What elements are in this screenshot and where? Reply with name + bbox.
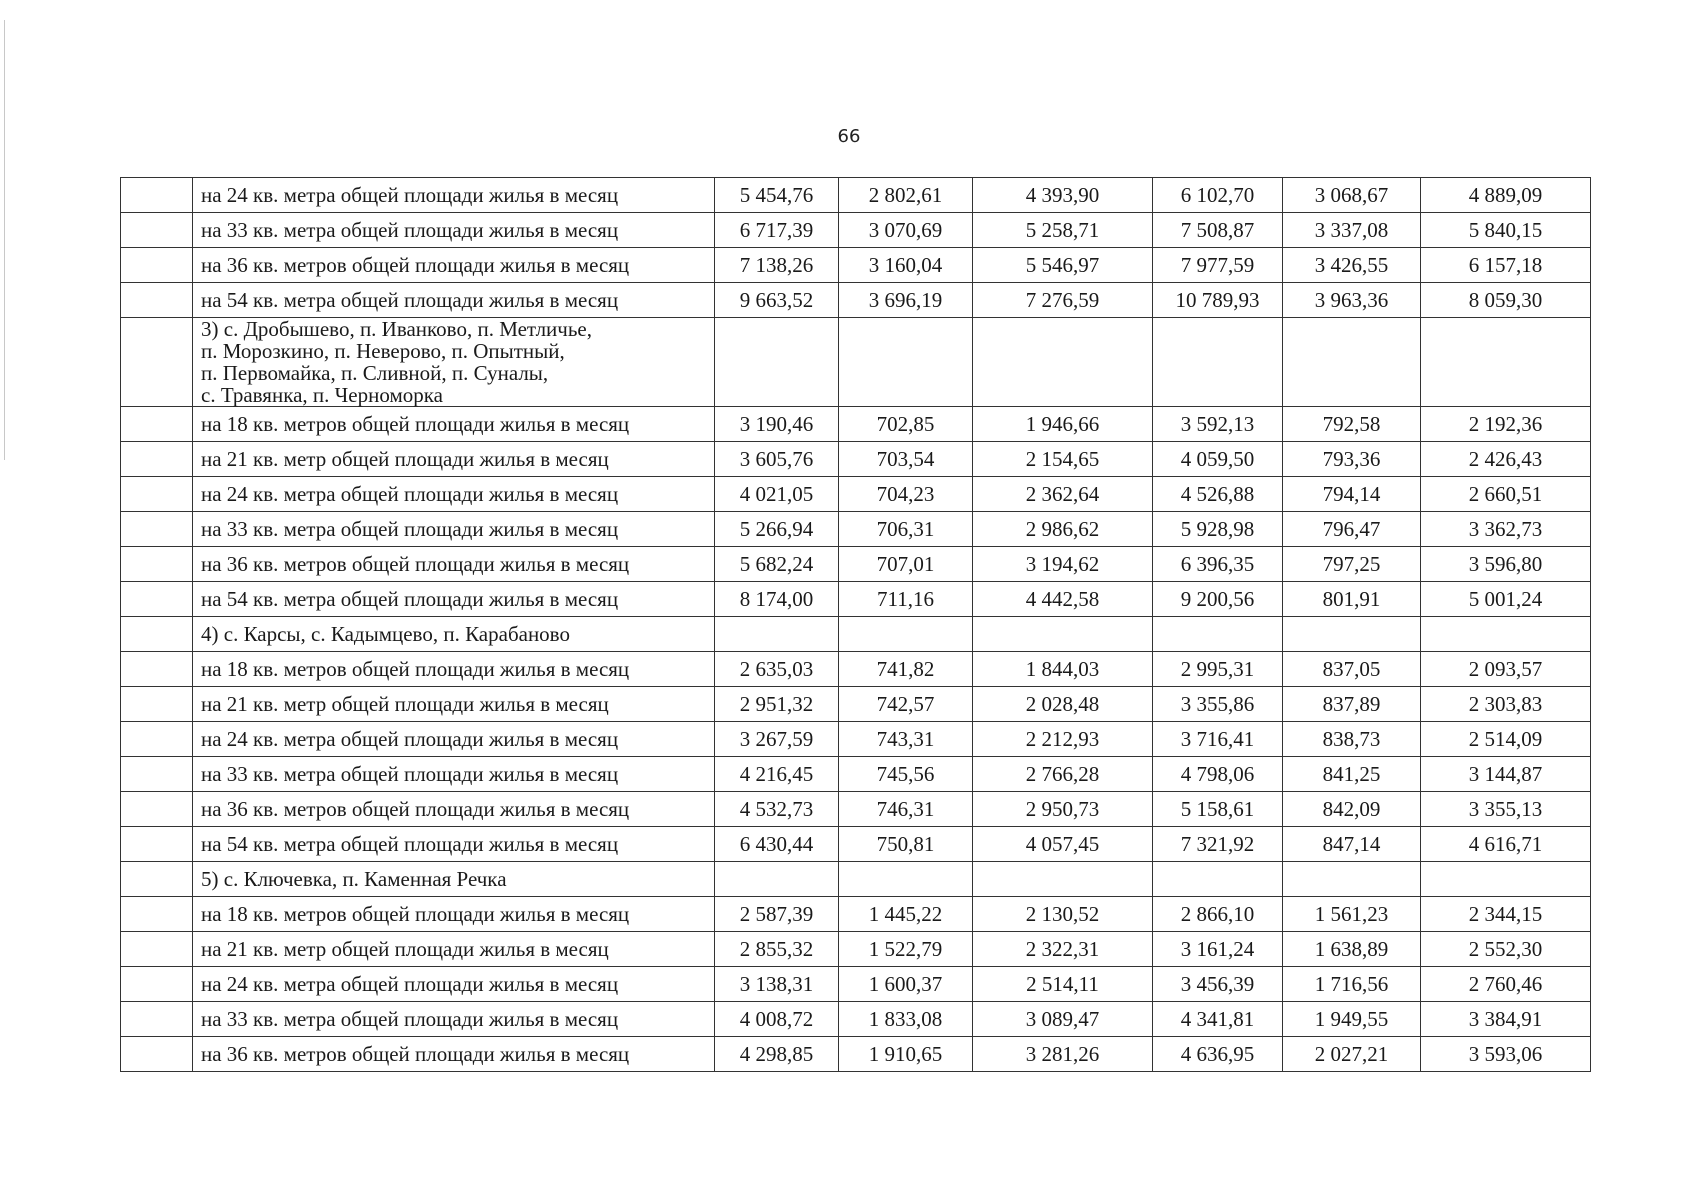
scan-margin-line	[4, 20, 5, 460]
value-cell: 4 526,88	[1153, 477, 1283, 512]
empty-cell	[715, 617, 839, 652]
value-cell: 3 963,36	[1283, 283, 1421, 318]
value-cell: 742,57	[839, 687, 973, 722]
index-cell	[121, 722, 193, 757]
value-cell: 2 303,83	[1421, 687, 1591, 722]
index-cell	[121, 862, 193, 897]
value-cell: 3 337,08	[1283, 213, 1421, 248]
row-label: на 33 кв. метра общей площади жилья в месяц	[193, 213, 715, 248]
group-header-row	[121, 862, 1591, 897]
index-cell	[121, 213, 193, 248]
value-cell: 4 616,71	[1421, 827, 1591, 862]
value-cell: 2 802,61	[839, 178, 973, 213]
value-cell: 8 059,30	[1421, 283, 1591, 318]
value-cell: 3 362,73	[1421, 512, 1591, 547]
group-label-line: п. Первомайка, п. Сливной, п. Суналы,	[201, 361, 549, 385]
value-cell: 4 298,85	[715, 1037, 839, 1072]
row-label: на 18 кв. метров общей площади жилья в месяц	[193, 897, 715, 932]
value-cell: 2 766,28	[973, 757, 1153, 792]
value-cell: 4 532,73	[715, 792, 839, 827]
value-cell: 3 070,69	[839, 213, 973, 248]
value-cell: 2 027,21	[1283, 1037, 1421, 1072]
value-cell: 3 190,46	[715, 407, 839, 442]
row-label: на 18 кв. метров общей площади жилья в месяц	[193, 652, 715, 687]
value-cell: 5 454,76	[715, 178, 839, 213]
value-cell: 3 592,13	[1153, 407, 1283, 442]
value-cell: 2 362,64	[973, 477, 1153, 512]
row-label: на 24 кв. метра общей площади жилья в месяц	[193, 178, 715, 213]
value-cell: 2 514,09	[1421, 722, 1591, 757]
value-cell: 3 355,13	[1421, 792, 1591, 827]
value-cell: 838,73	[1283, 722, 1421, 757]
empty-cell	[1421, 617, 1591, 652]
value-cell: 1 910,65	[839, 1037, 973, 1072]
value-cell: 1 844,03	[973, 652, 1153, 687]
value-cell: 706,31	[839, 512, 973, 547]
value-cell: 3 696,19	[839, 283, 973, 318]
value-cell: 4 008,72	[715, 1002, 839, 1037]
group-label-cell	[193, 318, 715, 407]
value-cell: 6 396,35	[1153, 547, 1283, 582]
empty-cell	[839, 617, 973, 652]
index-cell	[121, 792, 193, 827]
table-row	[121, 897, 1591, 932]
empty-cell	[1283, 617, 1421, 652]
value-cell: 2 951,32	[715, 687, 839, 722]
value-cell: 5 546,97	[973, 248, 1153, 283]
group-label-line: п. Морозкино, п. Неверово, п. Опытный,	[201, 339, 565, 363]
index-cell	[121, 932, 193, 967]
empty-cell	[1283, 318, 1421, 407]
value-cell: 2 986,62	[973, 512, 1153, 547]
index-cell	[121, 582, 193, 617]
table-row	[121, 248, 1591, 283]
row-label: на 36 кв. метров общей площади жилья в месяц	[193, 248, 715, 283]
value-cell: 3 281,26	[973, 1037, 1153, 1072]
table-row	[121, 582, 1591, 617]
value-cell: 7 977,59	[1153, 248, 1283, 283]
value-cell: 3 605,76	[715, 442, 839, 477]
value-cell: 702,85	[839, 407, 973, 442]
row-label: на 54 кв. метра общей площади жилья в месяц	[193, 827, 715, 862]
value-cell: 837,89	[1283, 687, 1421, 722]
row-label: на 36 кв. метров общей площади жилья в месяц	[193, 547, 715, 582]
value-cell: 3 456,39	[1153, 967, 1283, 1002]
cost-table	[120, 177, 1591, 1072]
value-cell: 796,47	[1283, 512, 1421, 547]
value-cell: 9 200,56	[1153, 582, 1283, 617]
page-number: 66	[837, 126, 861, 147]
value-cell: 5 928,98	[1153, 512, 1283, 547]
value-cell: 2 154,65	[973, 442, 1153, 477]
empty-cell	[839, 862, 973, 897]
empty-cell	[1153, 617, 1283, 652]
value-cell: 1 600,37	[839, 967, 973, 1002]
value-cell: 5 266,94	[715, 512, 839, 547]
index-cell	[121, 827, 193, 862]
value-cell: 3 355,86	[1153, 687, 1283, 722]
value-cell: 4 341,81	[1153, 1002, 1283, 1037]
value-cell: 2 322,31	[973, 932, 1153, 967]
empty-cell	[973, 318, 1153, 407]
value-cell: 750,81	[839, 827, 973, 862]
table-body	[121, 178, 1591, 1072]
table-row	[121, 757, 1591, 792]
empty-cell	[1283, 862, 1421, 897]
group-label-line: с. Травянка, п. Черноморка	[201, 383, 443, 407]
value-cell: 1 946,66	[973, 407, 1153, 442]
empty-cell	[715, 862, 839, 897]
value-cell: 792,58	[1283, 407, 1421, 442]
value-cell: 797,25	[1283, 547, 1421, 582]
value-cell: 3 161,24	[1153, 932, 1283, 967]
value-cell: 2 950,73	[973, 792, 1153, 827]
index-cell	[121, 1037, 193, 1072]
value-cell: 4 442,58	[973, 582, 1153, 617]
row-label: на 33 кв. метра общей площади жилья в месяц	[193, 512, 715, 547]
value-cell: 4 889,09	[1421, 178, 1591, 213]
value-cell: 6 102,70	[1153, 178, 1283, 213]
table-row	[121, 178, 1591, 213]
value-cell: 4 216,45	[715, 757, 839, 792]
value-cell: 2 192,36	[1421, 407, 1591, 442]
value-cell: 8 174,00	[715, 582, 839, 617]
value-cell: 2 212,93	[973, 722, 1153, 757]
value-cell: 1 716,56	[1283, 967, 1421, 1002]
value-cell: 793,36	[1283, 442, 1421, 477]
value-cell: 2 028,48	[973, 687, 1153, 722]
index-cell	[121, 897, 193, 932]
value-cell: 2 344,15	[1421, 897, 1591, 932]
value-cell: 3 596,80	[1421, 547, 1591, 582]
index-cell	[121, 248, 193, 283]
value-cell: 711,16	[839, 582, 973, 617]
value-cell: 741,82	[839, 652, 973, 687]
value-cell: 5 258,71	[973, 213, 1153, 248]
value-cell: 4 021,05	[715, 477, 839, 512]
group-label-line: 3) с. Дробышево, п. Иванково, п. Метличье,	[201, 317, 592, 341]
row-label: на 21 кв. метр общей площади жилья в месяц	[193, 687, 715, 722]
row-label: на 21 кв. метр общей площади жилья в месяц	[193, 442, 715, 477]
value-cell: 3 144,87	[1421, 757, 1591, 792]
empty-cell	[715, 318, 839, 407]
group-label-cell	[193, 862, 715, 897]
index-cell	[121, 652, 193, 687]
row-label: на 36 кв. метров общей площади жилья в месяц	[193, 1037, 715, 1072]
row-label: на 36 кв. метров общей площади жилья в месяц	[193, 792, 715, 827]
value-cell: 2 760,46	[1421, 967, 1591, 1002]
row-label: на 24 кв. метра общей площади жилья в месяц	[193, 722, 715, 757]
group-header-row	[121, 318, 1591, 407]
value-cell: 2 855,32	[715, 932, 839, 967]
value-cell: 2 660,51	[1421, 477, 1591, 512]
row-label: на 18 кв. метров общей площади жилья в месяц	[193, 407, 715, 442]
value-cell: 841,25	[1283, 757, 1421, 792]
value-cell: 5 682,24	[715, 547, 839, 582]
value-cell: 5 001,24	[1421, 582, 1591, 617]
table-row	[121, 477, 1591, 512]
value-cell: 3 068,67	[1283, 178, 1421, 213]
value-cell: 2 130,52	[973, 897, 1153, 932]
index-cell	[121, 757, 193, 792]
value-cell: 3 384,91	[1421, 1002, 1591, 1037]
table-row	[121, 652, 1591, 687]
index-cell	[121, 512, 193, 547]
value-cell: 1 638,89	[1283, 932, 1421, 967]
index-cell	[121, 687, 193, 722]
value-cell: 3 138,31	[715, 967, 839, 1002]
row-label: на 33 кв. метра общей площади жилья в месяц	[193, 757, 715, 792]
value-cell: 3 593,06	[1421, 1037, 1591, 1072]
index-cell	[121, 442, 193, 477]
value-cell: 7 508,87	[1153, 213, 1283, 248]
group-header-row	[121, 617, 1591, 652]
index-cell	[121, 617, 193, 652]
group-label-line: 4) с. Карсы, с. Кадымцево, п. Карабаново	[201, 622, 570, 646]
empty-cell	[1153, 318, 1283, 407]
value-cell: 2 635,03	[715, 652, 839, 687]
table-row	[121, 283, 1591, 318]
index-cell	[121, 407, 193, 442]
table-row	[121, 213, 1591, 248]
value-cell: 746,31	[839, 792, 973, 827]
value-cell: 745,56	[839, 757, 973, 792]
table-row	[121, 512, 1591, 547]
value-cell: 7 276,59	[973, 283, 1153, 318]
row-label: на 24 кв. метра общей площади жилья в месяц	[193, 477, 715, 512]
index-cell	[121, 967, 193, 1002]
index-cell	[121, 1002, 193, 1037]
value-cell: 707,01	[839, 547, 973, 582]
value-cell: 6 157,18	[1421, 248, 1591, 283]
value-cell: 1 949,55	[1283, 1002, 1421, 1037]
value-cell: 4 393,90	[973, 178, 1153, 213]
value-cell: 842,09	[1283, 792, 1421, 827]
index-cell	[121, 318, 193, 407]
value-cell: 3 267,59	[715, 722, 839, 757]
value-cell: 4 798,06	[1153, 757, 1283, 792]
value-cell: 704,23	[839, 477, 973, 512]
value-cell: 3 716,41	[1153, 722, 1283, 757]
value-cell: 801,91	[1283, 582, 1421, 617]
value-cell: 837,05	[1283, 652, 1421, 687]
value-cell: 5 158,61	[1153, 792, 1283, 827]
value-cell: 3 194,62	[973, 547, 1153, 582]
row-label: на 54 кв. метра общей площади жилья в месяц	[193, 582, 715, 617]
table-row	[121, 827, 1591, 862]
empty-cell	[973, 862, 1153, 897]
group-label-cell	[193, 617, 715, 652]
row-label: на 33 кв. метра общей площади жилья в месяц	[193, 1002, 715, 1037]
empty-cell	[1153, 862, 1283, 897]
empty-cell	[839, 318, 973, 407]
value-cell: 2 995,31	[1153, 652, 1283, 687]
index-cell	[121, 178, 193, 213]
value-cell: 2 587,39	[715, 897, 839, 932]
value-cell: 2 426,43	[1421, 442, 1591, 477]
value-cell: 4 059,50	[1153, 442, 1283, 477]
table-row	[121, 792, 1591, 827]
value-cell: 847,14	[1283, 827, 1421, 862]
row-label: на 54 кв. метра общей площади жилья в месяц	[193, 283, 715, 318]
value-cell: 7 138,26	[715, 248, 839, 283]
row-label: на 21 кв. метр общей площади жилья в месяц	[193, 932, 715, 967]
value-cell: 2 093,57	[1421, 652, 1591, 687]
index-cell	[121, 477, 193, 512]
value-cell: 3 089,47	[973, 1002, 1153, 1037]
value-cell: 10 789,93	[1153, 283, 1283, 318]
empty-cell	[1421, 862, 1591, 897]
value-cell: 3 426,55	[1283, 248, 1421, 283]
value-cell: 743,31	[839, 722, 973, 757]
table-row	[121, 932, 1591, 967]
empty-cell	[973, 617, 1153, 652]
table-row	[121, 967, 1591, 1002]
table-row	[121, 442, 1591, 477]
value-cell: 1 833,08	[839, 1002, 973, 1037]
value-cell: 2 514,11	[973, 967, 1153, 1002]
value-cell: 703,54	[839, 442, 973, 477]
table-row	[121, 547, 1591, 582]
value-cell: 7 321,92	[1153, 827, 1283, 862]
value-cell: 9 663,52	[715, 283, 839, 318]
value-cell: 6 717,39	[715, 213, 839, 248]
table-row	[121, 722, 1591, 757]
index-cell	[121, 283, 193, 318]
value-cell: 1 522,79	[839, 932, 973, 967]
table-row	[121, 687, 1591, 722]
value-cell: 2 552,30	[1421, 932, 1591, 967]
table-row	[121, 1002, 1591, 1037]
value-cell: 794,14	[1283, 477, 1421, 512]
table-row	[121, 1037, 1591, 1072]
row-label: на 24 кв. метра общей площади жилья в месяц	[193, 967, 715, 1002]
group-label-line: 5) с. Ключевка, п. Каменная Речка	[201, 867, 507, 891]
value-cell: 4 057,45	[973, 827, 1153, 862]
table-row	[121, 407, 1591, 442]
index-cell	[121, 547, 193, 582]
value-cell: 6 430,44	[715, 827, 839, 862]
value-cell: 1 445,22	[839, 897, 973, 932]
value-cell: 2 866,10	[1153, 897, 1283, 932]
value-cell: 4 636,95	[1153, 1037, 1283, 1072]
empty-cell	[1421, 318, 1591, 407]
value-cell: 1 561,23	[1283, 897, 1421, 932]
value-cell: 5 840,15	[1421, 213, 1591, 248]
value-cell: 3 160,04	[839, 248, 973, 283]
